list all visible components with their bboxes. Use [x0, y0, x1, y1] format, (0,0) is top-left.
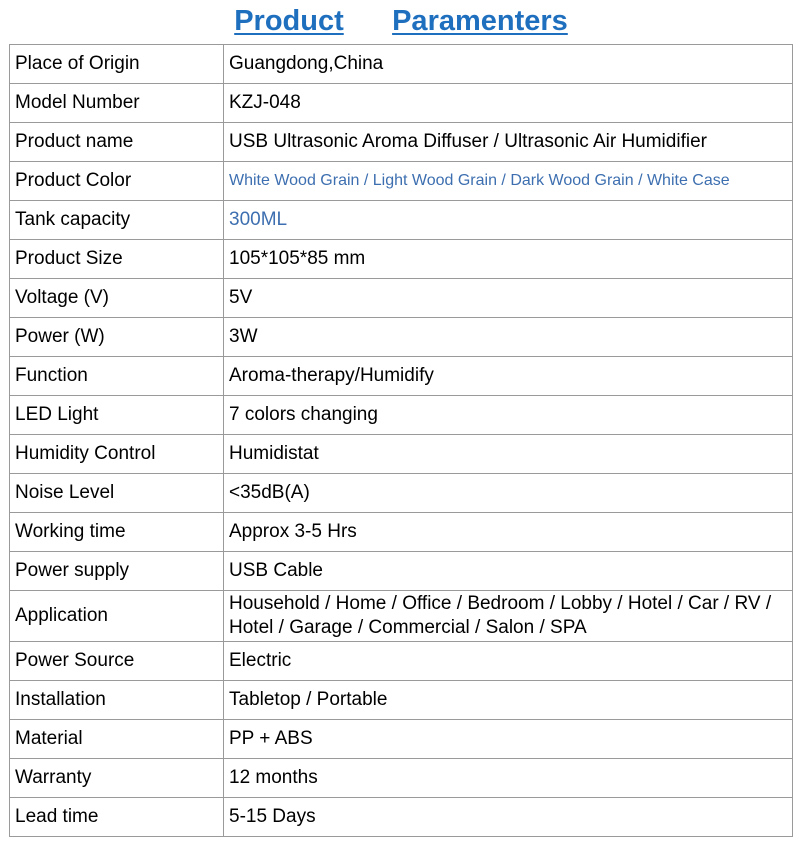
row-value: 5V: [224, 279, 793, 318]
row-value: KZJ-048: [224, 84, 793, 123]
table-row: [10, 474, 793, 513]
row-value: USB Ultrasonic Aroma Diffuser / Ultrasonic Air Humidifier: [224, 123, 793, 162]
row-value: Household / Home / Office / Bedroom / Lobby / Hotel / Car / RV / Hotel / Garage / Commercial / Salon / SPA: [224, 591, 793, 642]
row-label: Model Number: [10, 84, 224, 123]
row-label: Material: [10, 720, 224, 759]
row-value: Aroma-therapy/Humidify: [224, 357, 793, 396]
row-label: Lead time: [10, 798, 224, 837]
table-row: [10, 201, 793, 240]
table-row: [10, 45, 793, 84]
row-label: Warranty: [10, 759, 224, 798]
row-value: Guangdong,China: [224, 45, 793, 84]
row-label: Application: [10, 591, 224, 642]
row-label: Humidity Control: [10, 435, 224, 474]
table-row: [10, 84, 793, 123]
row-label: Installation: [10, 681, 224, 720]
table-row: [10, 513, 793, 552]
title-word-parameters: Paramenters: [392, 5, 568, 37]
row-label: Voltage (V): [10, 279, 224, 318]
row-label: Function: [10, 357, 224, 396]
table-row: [10, 279, 793, 318]
row-value: <35dB(A): [224, 474, 793, 513]
table-row: [10, 435, 793, 474]
row-value: Approx 3-5 Hrs: [224, 513, 793, 552]
table-row: [10, 591, 793, 642]
row-value: 300ML: [224, 201, 793, 240]
row-label: Tank capacity: [10, 201, 224, 240]
table-row: [10, 318, 793, 357]
row-value: White Wood Grain / Light Wood Grain / Dark Wood Grain / White Case: [224, 162, 793, 201]
table-row: [10, 123, 793, 162]
product-parameters-table: [9, 44, 793, 837]
row-label: Noise Level: [10, 474, 224, 513]
row-value: Tabletop / Portable: [224, 681, 793, 720]
table-row: [10, 552, 793, 591]
row-value: PP + ABS: [224, 720, 793, 759]
table-row: [10, 357, 793, 396]
table-row: [10, 642, 793, 681]
row-label: Power (W): [10, 318, 224, 357]
row-value: 3W: [224, 318, 793, 357]
row-value: 105*105*85 mm: [224, 240, 793, 279]
table-row: [10, 162, 793, 201]
row-value: 5-15 Days: [224, 798, 793, 837]
table-row: [10, 396, 793, 435]
row-label: Place of Origin: [10, 45, 224, 84]
row-label: Product Size: [10, 240, 224, 279]
table-row: [10, 759, 793, 798]
table-row: [10, 681, 793, 720]
row-value: 12 months: [224, 759, 793, 798]
row-label: Working time: [10, 513, 224, 552]
page-title: [0, 2, 802, 40]
row-value: Humidistat: [224, 435, 793, 474]
row-value: USB Cable: [224, 552, 793, 591]
row-label: Power Source: [10, 642, 224, 681]
title-word-product: Product: [234, 5, 344, 37]
row-label: Product Color: [10, 162, 224, 201]
table-row: [10, 720, 793, 759]
table-row: [10, 240, 793, 279]
row-value: Electric: [224, 642, 793, 681]
table-row: [10, 798, 793, 837]
row-label: Power supply: [10, 552, 224, 591]
row-value: 7 colors changing: [224, 396, 793, 435]
row-label: LED Light: [10, 396, 224, 435]
row-label: Product name: [10, 123, 224, 162]
